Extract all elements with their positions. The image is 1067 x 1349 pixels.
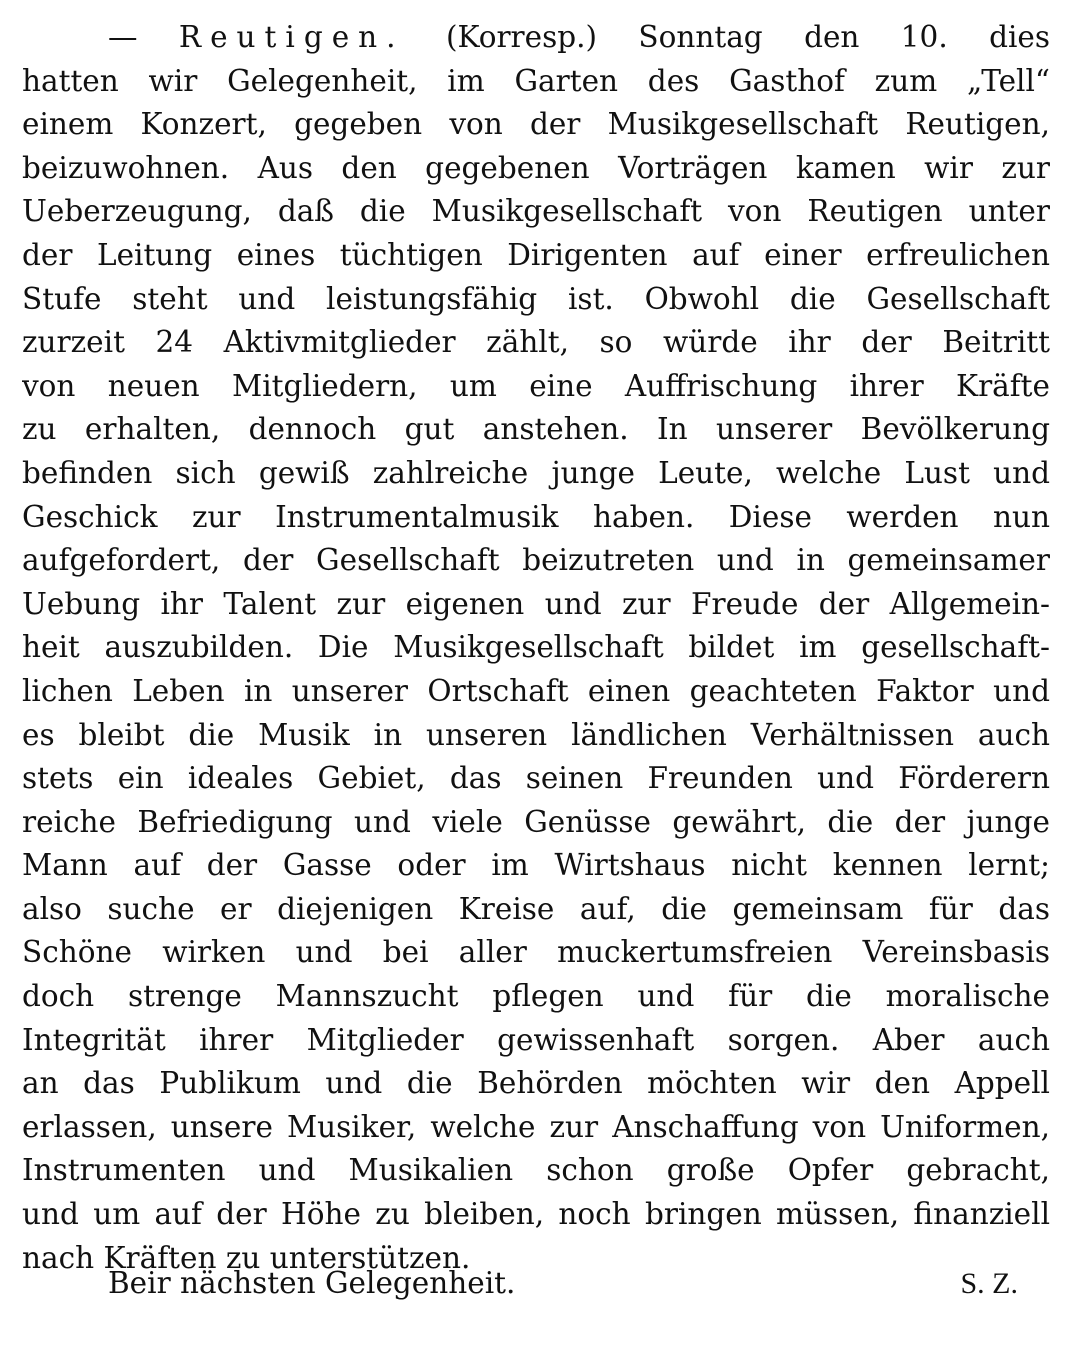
article-line-12: Geschick zur Instrumentalmusik haben. Diese werden nun xyxy=(22,499,1050,534)
article-line-7: Stufe steht und leistungsfähig ist. Obwohl die Gesellschaft xyxy=(22,281,1050,316)
article-line-16: lichen Leben in unserer Ortschaft einen geachteten Faktor und xyxy=(22,673,1050,708)
article-line-26: erlassen, unsere Musiker, welche zur Anschaffung von Uniformen, xyxy=(22,1109,1050,1144)
article-line-24: Integrität ihrer Mitglieder gewissenhaft sorgen. Aber auch xyxy=(22,1022,1050,1057)
article-line-29: nach Kräften zu unterstützen. xyxy=(22,1240,471,1275)
article-line-19: reiche Befriedigung und viele Genüsse gewährt, die der junge xyxy=(22,804,1050,839)
article-line-23: doch strenge Mannszucht pflegen und für die moralische xyxy=(22,979,1050,1014)
article-line-28: und um auf der Höhe zu bleiben, noch bringen müssen, finanziell xyxy=(22,1197,1050,1232)
article-line-22: Schöne wirken und bei aller muckertumsfreien Vereinsbasis xyxy=(22,935,1050,970)
article-line-25: an das Publikum und die Behörden möchten wir den Appell xyxy=(22,1066,1050,1101)
article-line-6: der Leitung eines tüchtigen Dirigenten auf einer erfreulichen xyxy=(22,237,1050,272)
article-body xyxy=(22,16,1050,1280)
article-line-8: zurzeit 24 Aktivmitglieder zählt, so würde ihr der Beitritt xyxy=(22,325,1050,360)
article-line-21: also suche er diejenigen Kreise auf, die gemeinsam für das xyxy=(22,891,1050,926)
article-line-9: von neuen Mitgliedern, um eine Auffrischung ihrer Kräfte xyxy=(22,368,1050,403)
article-line-3: einem Konzert, gegeben von der Musikgesellschaft Reutigen, xyxy=(22,107,1050,142)
article-line-14: Uebung ihr Talent zur eigenen und zur Freude der Allgemein- xyxy=(22,586,1050,621)
article-line-1 xyxy=(22,16,1050,60)
article-line-17: es bleibt die Musik in unseren ländlichen Verhältnissen auch xyxy=(22,717,1050,752)
dateline-rest: (Korresp.) Sonntag den 10. dies xyxy=(445,20,1050,54)
article-line-4: beizuwohnen. Aus den gegebenen Vorträgen kamen wir zur xyxy=(22,150,1050,185)
article-line-27: Instrumenten und Musikalien schon große Opfer gebracht, xyxy=(22,1153,1050,1188)
article-line-20: Mann auf der Gasse oder im Wirtshaus nicht kennen lernt; xyxy=(22,848,1050,883)
article-line-2: hatten wir Gelegenheit, im Garten des Gasthof zum „Tell“ xyxy=(22,63,1050,98)
article-line-18: stets ein ideales Gebiet, das seinen Freunden und Förderern xyxy=(22,761,1050,796)
article-line-11: befinden sich gewiß zahlreiche junge Leute, welche Lust und xyxy=(22,455,1050,490)
article-line-15: heit auszubilden. Die Musikgesellschaft bildet im gesellschaft- xyxy=(22,630,1050,665)
closing-line xyxy=(108,1262,1018,1306)
article-line-5: Ueberzeugung, daß die Musikgesellschaft von Reutigen unter xyxy=(22,194,1050,229)
author-signature: S. Z. xyxy=(960,1267,1018,1300)
lead-dash: — xyxy=(108,20,138,54)
article-line-10: zu erhalten, dennoch gut anstehen. In unserer Bevölkerung xyxy=(22,412,1050,447)
closing-text: Beir nächsten Gelegenheit. xyxy=(108,1266,516,1300)
dateline-place: Reutigen. xyxy=(178,20,405,54)
article-line-13: aufgefordert, der Gesellschaft beizutreten und in gemeinsamer xyxy=(22,543,1050,578)
